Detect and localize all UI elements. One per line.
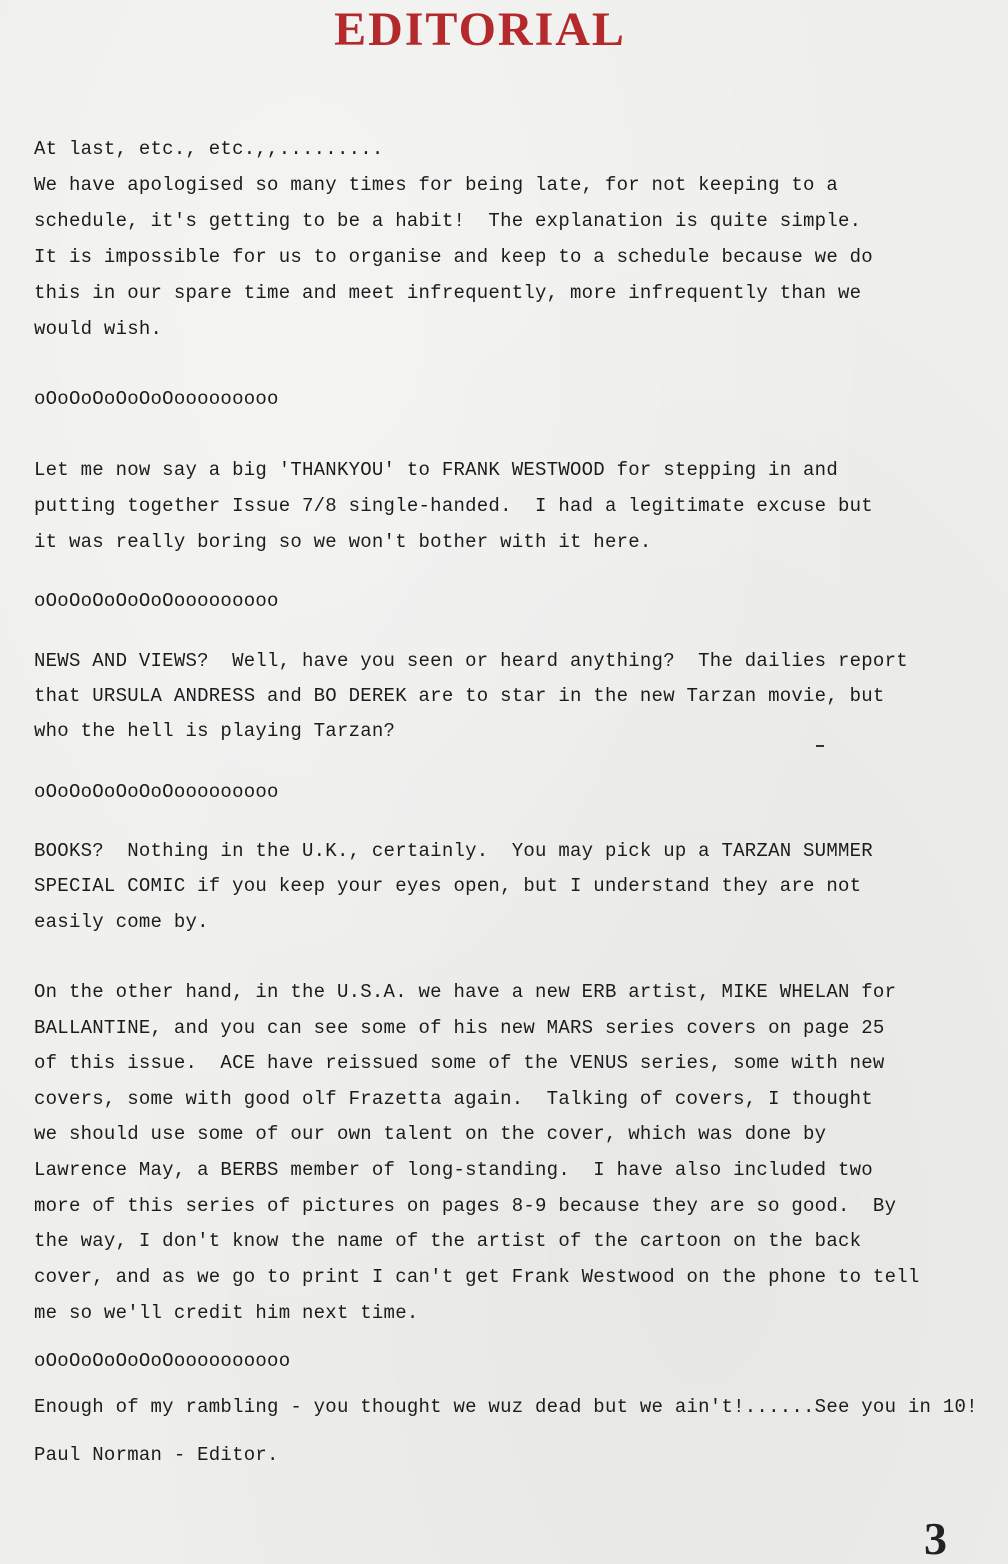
paragraph-4-line-1: BOOKS? Nothing in the U.K., certainly. You may pick up a TARZAN SUMMER <box>34 840 873 862</box>
paragraph-5-line-3: of this issue. ACE have reissued some of the VENUS series, some with new <box>34 1052 885 1074</box>
divider-3: oOoOoOoOoOoOooooooooo <box>34 781 279 803</box>
paragraph-5-line-1: On the other hand, in the U.S.A. we have a new ERB artist, MIKE WHELAN for <box>34 981 897 1003</box>
paragraph-4-line-3: easily come by. <box>34 911 209 933</box>
paragraph-5-line-9: cover, and as we go to print I can't get Frank Westwood on the phone to tell <box>34 1266 920 1288</box>
paragraph-1-line-1: At last, etc., etc.,,......... <box>34 138 384 160</box>
paragraph-1-line-2: We have apologised so many times for being late, for not keeping to a <box>34 174 838 196</box>
paragraph-2-line-2: putting together Issue 7/8 single-handed. I had a legitimate excuse but <box>34 495 873 517</box>
paragraph-1-line-6: would wish. <box>34 318 163 340</box>
paragraph-5-line-5: we should use some of our own talent on the cover, which was done by <box>34 1123 827 1145</box>
paragraph-5-line-4: covers, some with good olf Frazetta again. Talking of covers, I thought <box>34 1088 873 1110</box>
paragraph-5-line-7: more of this series of pictures on pages 8-9 because they are so good. By <box>34 1195 897 1217</box>
paragraph-1-line-5: this in our spare time and meet infrequently, more infrequently than we <box>34 282 862 304</box>
paragraph-5-line-8: the way, I don't know the name of the artist of the cartoon on the back <box>34 1230 862 1252</box>
page-title: EDITORIAL <box>334 3 626 56</box>
divider-1: oOoOoOoOoOoOooooooooo <box>34 388 279 410</box>
editor-signature: Paul Norman - Editor. <box>34 1444 279 1466</box>
paragraph-5-line-2: BALLANTINE, and you can see some of his new MARS series covers on page 25 <box>34 1017 885 1039</box>
paragraph-5-line-10: me so we'll credit him next time. <box>34 1302 419 1324</box>
paragraph-2-line-3: it was really boring so we won't bother with it here. <box>34 531 652 553</box>
divider-4: oOoOoOoOoOoOoooooooooo <box>34 1350 291 1372</box>
page-number: 3 <box>924 1513 947 1564</box>
stray-ink-mark <box>816 745 824 747</box>
divider-2: oOoOoOoOoOoOooooooooo <box>34 590 279 612</box>
paragraph-4-line-2: SPECIAL COMIC if you keep your eyes open, but I understand they are not <box>34 875 862 897</box>
paragraph-3-line-2: that URSULA ANDRESS and BO DEREK are to star in the new Tarzan movie, but <box>34 685 885 707</box>
paragraph-3-line-3: who the hell is playing Tarzan? <box>34 720 396 742</box>
paragraph-1-line-3: schedule, it's getting to be a habit! The explanation is quite simple. <box>34 210 862 232</box>
paragraph-5-line-6: Lawrence May, a BERBS member of long-standing. I have also included two <box>34 1159 873 1181</box>
paragraph-1-line-4: It is impossible for us to organise and keep to a schedule because we do <box>34 246 873 268</box>
paragraph-3-line-1: NEWS AND VIEWS? Well, have you seen or heard anything? The dailies report <box>34 650 908 672</box>
closing-line: Enough of my rambling - you thought we wuz dead but we ain't!......See you in 10! <box>34 1396 978 1418</box>
paragraph-2-line-1: Let me now say a big 'THANKYOU' to FRANK WESTWOOD for stepping in and <box>34 459 838 481</box>
